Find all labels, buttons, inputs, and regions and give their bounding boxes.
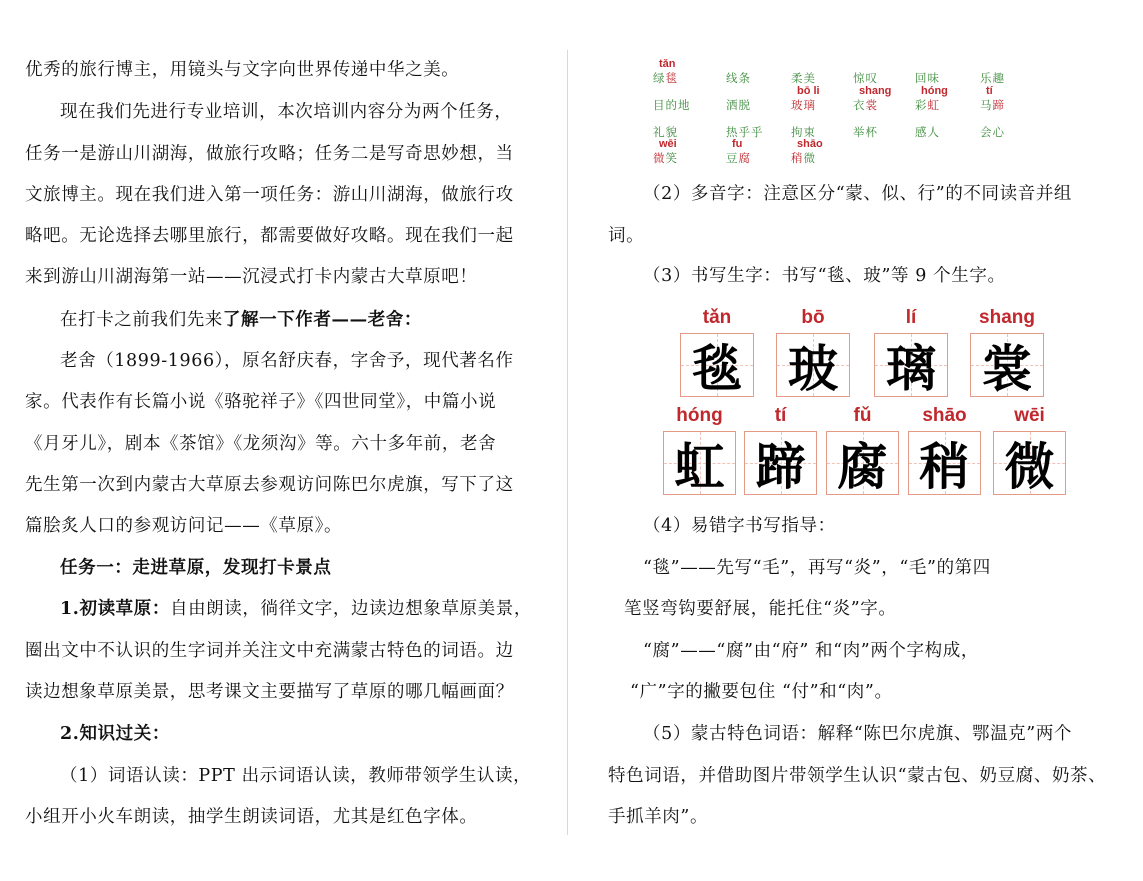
character-pinyin: tí <box>774 405 787 426</box>
text-line: 词。 <box>608 226 645 246</box>
word-part: 柔美 <box>791 71 816 85</box>
word-text <box>980 125 1005 139</box>
word-part-highlight: 蹄 <box>992 98 1005 112</box>
word-item <box>653 85 713 115</box>
character-pinyin: bō <box>801 307 825 328</box>
subtask-label: 2.知识过关： <box>60 724 170 744</box>
word-part-highlight: 虹 <box>927 98 940 112</box>
word-text <box>853 98 878 112</box>
character-glyph: 微 <box>1004 437 1055 496</box>
text-line: 读边想象草原美景，思考课文主要描写了草原的哪几幅画面？ <box>25 682 514 702</box>
character-pinyin: tǎn <box>702 307 732 328</box>
character-card <box>826 405 899 495</box>
text-line: 小组开小火车朗读，抽学生朗读词语，尤其是红色字体。 <box>25 807 478 827</box>
character-pinyin: shang <box>979 307 1035 328</box>
character-card <box>970 307 1044 397</box>
word-item <box>915 112 975 142</box>
word-part-highlight: 裳 <box>865 98 878 112</box>
word-part: 绿 <box>653 71 666 85</box>
text-line: 文旅博主。现在我们进入第一项任务：游山川湖海，做旅行攻 <box>25 185 514 205</box>
character-glyph: 虹 <box>674 437 725 496</box>
column-divider <box>567 50 568 835</box>
character-glyph: 玻 <box>788 339 838 398</box>
word-part: 线条 <box>726 71 751 85</box>
character-card <box>744 405 817 495</box>
character-glyph: 璃 <box>886 339 936 398</box>
text-line: 优秀的旅行博主，用镜头与文字向世界传递中华之美。 <box>25 60 460 80</box>
word-text <box>915 71 940 85</box>
word-part: 目的地 <box>653 98 691 112</box>
text-line: 家。代表作有长篇小说《骆驼祥子》《四世同堂》，中篇小说 <box>25 392 497 412</box>
character-card <box>663 405 736 495</box>
word-item <box>980 85 1040 115</box>
word-item <box>726 138 786 168</box>
word-part: 马 <box>980 98 993 112</box>
subtask-line <box>60 597 532 621</box>
word-part: 回味 <box>915 71 940 85</box>
word-text <box>980 71 1005 85</box>
text-line: 笔竖弯钩要舒展，能托住“炎”字。 <box>624 599 897 619</box>
section-heading-bold: 了解一下作者——老舍： <box>222 310 423 330</box>
word-part: 彩 <box>915 98 928 112</box>
tianzige-box <box>744 431 817 495</box>
word-part-highlight: 玻璃 <box>791 98 816 112</box>
word-pinyin: tǎn <box>659 58 676 70</box>
text-line: （1）词语认读：PPT 出示词语认读，教师带领学生认读， <box>60 766 532 786</box>
character-pinyin: lí <box>905 307 917 328</box>
word-item <box>915 58 975 88</box>
word-part: 感人 <box>915 125 940 139</box>
word-text <box>653 71 678 85</box>
word-text <box>791 151 816 165</box>
character-glyph: 裳 <box>982 339 1032 398</box>
word-item <box>726 58 786 88</box>
word-text <box>726 98 751 112</box>
word-part: 衣 <box>853 98 866 112</box>
tianzige-box <box>826 431 899 495</box>
text-run: 在打卡之前我们先来 <box>60 310 223 330</box>
text-line: 特色词语，并借助图片带领学生认识“蒙古包、奶豆腐、奶茶、 <box>608 766 1107 786</box>
character-card <box>993 405 1066 495</box>
word-part-highlight: 腐 <box>738 151 751 165</box>
text-line: 来到游山川湖海第一站——沉浸式打卡内蒙古大草原吧！ <box>25 267 478 287</box>
word-pinyin: shāo <box>797 138 823 150</box>
word-part-highlight: 毯 <box>665 71 678 85</box>
word-part: 惊叹 <box>853 71 878 85</box>
word-item <box>980 58 1040 88</box>
word-pinyin: hóng <box>921 85 948 97</box>
text-line: “毯”——先写“毛”，再写“炎”，“毛”的第四 <box>643 558 991 578</box>
word-item <box>853 112 913 142</box>
word-text <box>791 98 816 112</box>
word-part: 礼貌 <box>653 125 678 139</box>
word-item <box>915 85 975 115</box>
text-line: 老舍（1899-1966），原名舒庆春，字舍予，现代著名作 <box>60 351 514 371</box>
character-pinyin: hóng <box>676 405 723 426</box>
word-text <box>726 125 764 139</box>
text-line: 篇脍炙人口的参观访问记——《草原》。 <box>25 516 343 536</box>
word-item <box>653 138 713 168</box>
word-pinyin: fu <box>732 138 743 150</box>
word-text <box>726 71 751 85</box>
subtask-label: 1.初读草原： <box>60 599 170 619</box>
character-glyph: 腐 <box>837 437 888 496</box>
word-item <box>791 58 851 88</box>
tianzige-box <box>776 333 850 397</box>
text-line: 《月牙儿》，剧本《茶馆》《龙须沟》等。六十多年前，老舍 <box>25 434 497 454</box>
author-intro-line <box>60 308 422 332</box>
character-card <box>776 307 850 397</box>
word-text <box>653 151 678 165</box>
text-line: “腐”——“腐”由“府” 和“肉”两个字构成， <box>643 641 979 661</box>
word-item <box>980 112 1040 142</box>
character-card <box>680 307 754 397</box>
word-pinyin: bō li <box>797 85 820 97</box>
word-text <box>791 125 816 139</box>
word-part: 笑 <box>665 151 678 165</box>
word-part: 微 <box>803 151 816 165</box>
word-text <box>915 125 940 139</box>
tianzige-box <box>663 431 736 495</box>
word-text <box>653 125 678 139</box>
word-text <box>791 71 816 85</box>
character-pinyin: shāo <box>922 405 967 426</box>
character-card <box>908 405 981 495</box>
word-text <box>853 71 878 85</box>
character-glyph: 稍 <box>919 437 970 496</box>
tianzige-box <box>970 333 1044 397</box>
word-item <box>791 138 851 168</box>
word-pinyin: shang <box>859 85 892 97</box>
word-part: 豆 <box>726 151 739 165</box>
word-item <box>653 58 713 88</box>
word-text <box>853 125 878 139</box>
character-glyph: 毯 <box>692 339 742 398</box>
text-line: （3）书写生字：书写“毯、玻”等 9 个生字。 <box>643 266 1006 286</box>
character-pinyin: fǔ <box>853 405 872 426</box>
word-item <box>726 85 786 115</box>
word-part: 会心 <box>980 125 1005 139</box>
task-heading: 任务一：走进草原，发现打卡景点 <box>60 558 332 578</box>
word-item <box>853 85 913 115</box>
word-part-highlight: 稍 <box>791 151 804 165</box>
word-text <box>980 98 1005 112</box>
word-part: 热乎乎 <box>726 125 764 139</box>
text-line: 略吧。无论选择去哪里旅行，都需要做好攻略。现在我们一起 <box>25 226 514 246</box>
text-line: （2）多音字：注意区分“蒙、似、行”的不同读音并组 <box>643 184 1073 204</box>
word-part-highlight: 微 <box>653 151 666 165</box>
word-text <box>653 98 691 112</box>
word-part: 举杯 <box>853 125 878 139</box>
tianzige-box <box>908 431 981 495</box>
word-item <box>791 85 851 115</box>
character-card <box>874 307 948 397</box>
character-glyph: 蹄 <box>755 437 806 496</box>
text-run: 自由朗读，徜徉文字，边读边想象草原美景， <box>169 599 532 619</box>
word-pinyin: tí <box>986 85 993 97</box>
tianzige-box <box>993 431 1066 495</box>
word-item <box>853 58 913 88</box>
text-line: 先生第一次到内蒙古大草原去参观访问陈巴尔虎旗，写下了这 <box>25 475 514 495</box>
tianzige-box <box>874 333 948 397</box>
word-text <box>915 98 940 112</box>
word-pinyin: wēi <box>659 138 677 150</box>
word-text <box>726 151 751 165</box>
text-line: （5）蒙古特色词语：解释“陈巴尔虎旗、鄂温克”两个 <box>643 724 1073 744</box>
text-line: 手抓羊肉”。 <box>608 807 709 827</box>
text-line: 任务一是游山川湖海，做旅行攻略；任务二是写奇思妙想，当 <box>25 144 514 164</box>
text-line: 圈出文中不认识的生字词并关注文中充满蒙古特色的词语。边 <box>25 641 514 661</box>
word-part: 洒脱 <box>726 98 751 112</box>
character-pinyin: wēi <box>1014 405 1045 426</box>
tianzige-box <box>680 333 754 397</box>
text-line: 现在我们先进行专业培训，本次培训内容分为两个任务， <box>60 102 513 122</box>
word-part: 乐趣 <box>980 71 1005 85</box>
word-part: 拘束 <box>791 125 816 139</box>
text-line: （4）易错字书写指导： <box>643 516 836 536</box>
text-line: “广”字的撇要包住 “付”和“肉”。 <box>630 682 893 702</box>
